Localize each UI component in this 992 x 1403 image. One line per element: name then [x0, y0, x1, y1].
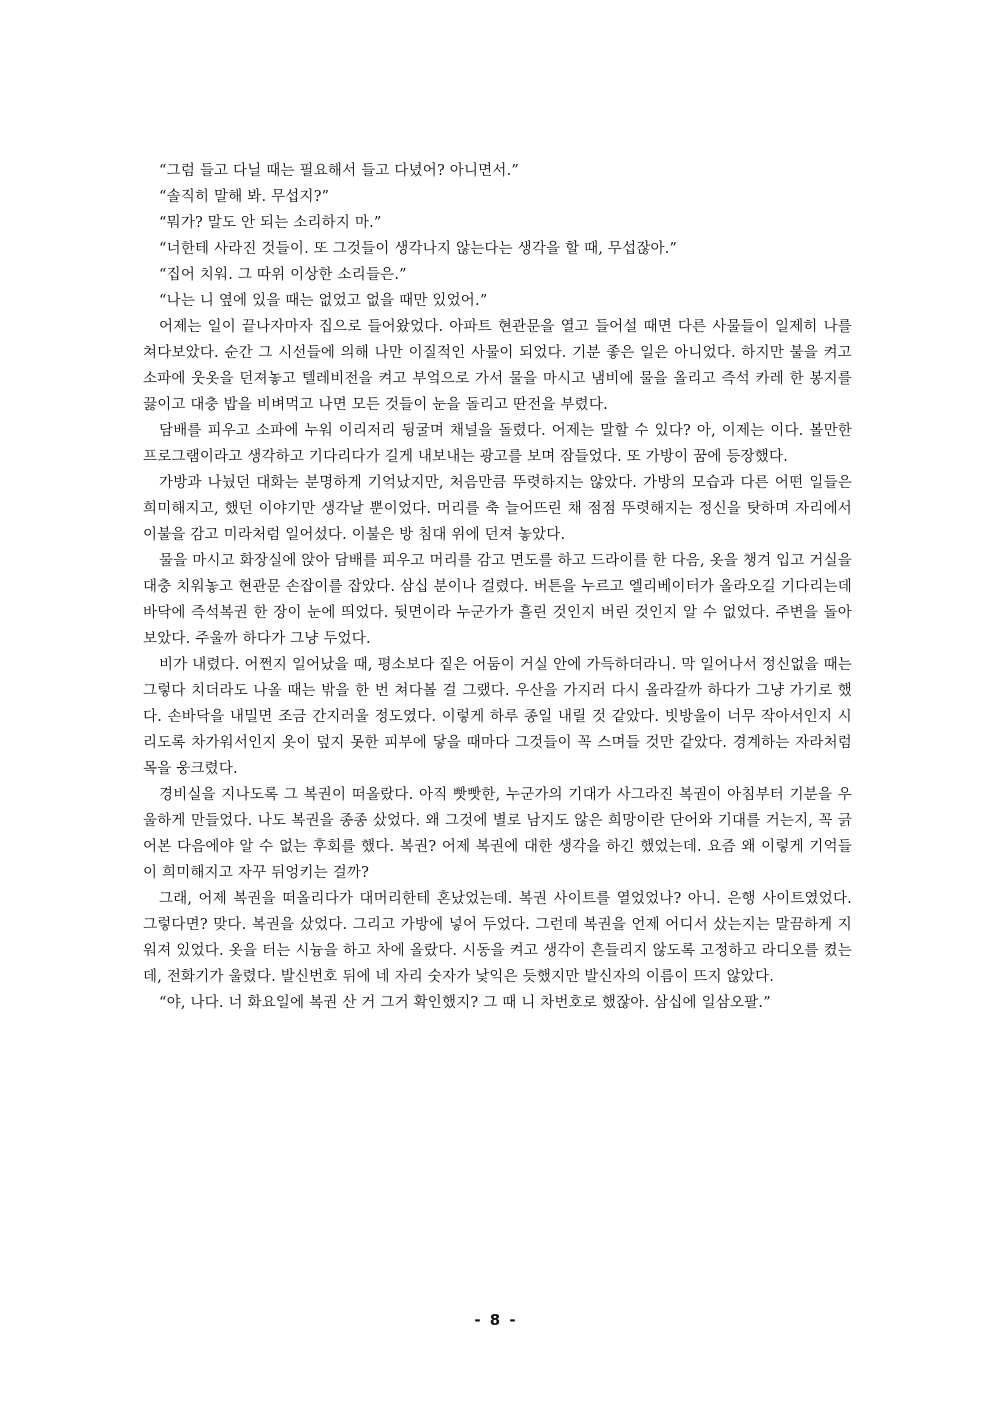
page-number: - 8 -	[474, 1311, 518, 1329]
paragraph: 가방과 나눴던 대화는 분명하게 기억났지만, 처음만큼 뚜렷하지는 않았다. 가방의 모습과 다른 어떤 일들은 희미해지고, 했던 이야기만 생각날 뿐이었다. 머리를 축 늘어뜨린 채 점점 뚜렷해지는 정신을 탓하며 자리에서 이불을 감고 미라처럼 일어섰다. 이불은 방 침대 위에 던져 놓았다.	[143, 475, 852, 543]
paragraph: “나는 니 옆에 있을 때는 없었고 없을 때만 있었어.”	[159, 293, 488, 309]
paragraph: “집어 치워. 그 따위 이상한 소리들은.”	[159, 267, 407, 283]
paragraph: 물을 마시고 화장실에 앉아 담배를 피우고 머리를 감고 면도를 하고 드라이를 한 다음, 옷을 챙겨 입고 거실을 대충 치워놓고 현관문 손잡이를 잡았다. 삼십 분이나 걸렸다. 버튼을 누르고 엘리베이터가 올라오길 기다리는데 바닥에 즉석복권 한 장이 눈에 띄었다. 뒷면이라 누군가가 흘린 것인지 버린 것인지 알 수 없었다. 주변을 돌아보았다. 주울까 하다가 그냥 두었다.	[143, 553, 852, 647]
paragraph: 비가 내렸다. 어쩐지 일어났을 때, 평소보다 짙은 어둠이 거실 안에 가득하더라니. 막 일어나서 정신없을 때는 그렇다 치더라도 나올 때는 밖을 한 번 쳐다볼 걸 그랬다. 우산을 가지러 다시 올라갈까 하다가 그냥 가기로 했다. 손바닥을 내밀면 조금 간지러울 정도였다. 이렇게 하루 종일 내릴 것 같았다. 빗방울이 너무 작아서인지 시리도록 차가워서인지 옷이 덮지 못한 피부에 닿을 때마다 그것들이 꼭 스며들 것만 같았다. 경계하는 자라처럼 목을 웅크렸다.	[143, 657, 852, 777]
paragraph: “야, 나다. 너 화요일에 복권 산 거 그거 확인했지? 그 때 니 차번호로 했잖아. 삼십에 일삼오팔.”	[159, 995, 771, 1011]
paragraph: 담배를 피우고 소파에 누워 이리저리 뒹굴며 채널을 돌렸다. 어제는 말할 수 있다? 아, 이제는 이다. 볼만한 프로그램이라고 생각하고 기다리다가 길게 내보내는 광고를 보며 잠들었다. 또 가방이 꿈에 등장했다.	[143, 423, 852, 465]
paragraph: “솔직히 말해 봐. 무섭지?”	[159, 189, 330, 205]
paragraph: 경비실을 지나도록 그 복권이 떠올랐다. 아직 빳빳한, 누군가의 기대가 사그라진 복권이 아침부터 기분을 우울하게 만들었다. 나도 복권을 종종 샀었다. 왜 그것에 별로 남지도 않은 희망이란 단어와 기대를 거는지, 꼭 긁어본 다음에야 알 수 없는 후회를 했다. 복권? 어제 복권에 대한 생각을 하긴 했었는데. 요즘 왜 이렇게 기억들이 희미해지고 자꾸 뒤엉키는 걸까?	[143, 787, 852, 881]
paragraph: “그럼 들고 다닐 때는 필요해서 들고 다녔어? 아니면서.”	[159, 163, 520, 179]
paragraph: “뭐가? 말도 안 되는 소리하지 마.”	[159, 215, 382, 231]
paragraph: 그래, 어제 복권을 떠올리다가 대머리한테 혼났었는데. 복권 사이트를 열었었나? 아니. 은행 사이트였었다. 그렇다면? 맞다. 복권을 샀었다. 그리고 가방에 넣어 두었다. 그런데 복권을 언제 어디서 샀는지는 말끔하게 지워져 있었다. 옷을 터는 시늉을 하고 차에 올랐다. 시동을 켜고 생각이 흔들리지 않도록 고정하고 라디오를 켰는데, 전화기가 울렸다. 발신번호 뒤에 네 자리 숫자가 낯익은 듯했지만 발신자의 이름이 뜨지 않았다.	[143, 891, 852, 985]
paragraph: 어제는 일이 끝나자마자 집으로 들어왔었다. 아파트 현관문을 열고 들어설 때면 다른 사물들이 일제히 나를 쳐다보았다. 순간 그 시선들에 의해 나만 이질적인 사물이 되었다. 기분 좋은 일은 아니었다. 하지만 불을 켜고 소파에 웃옷을 던져놓고 텔레비전을 켜고 부엌으로 가서 물을 마시고 냄비에 물을 올리고 즉석 카레 한 봉지를 끓이고 대충 밥을 비벼먹고 나면 모든 것들이 눈을 돌리고 딴전을 부렸다.	[143, 319, 852, 413]
paragraph: “너한테 사라진 것들이. 또 그것들이 생각나지 않는다는 생각을 할 때, 무섭잖아.”	[159, 241, 678, 257]
body-text	[143, 158, 852, 1016]
